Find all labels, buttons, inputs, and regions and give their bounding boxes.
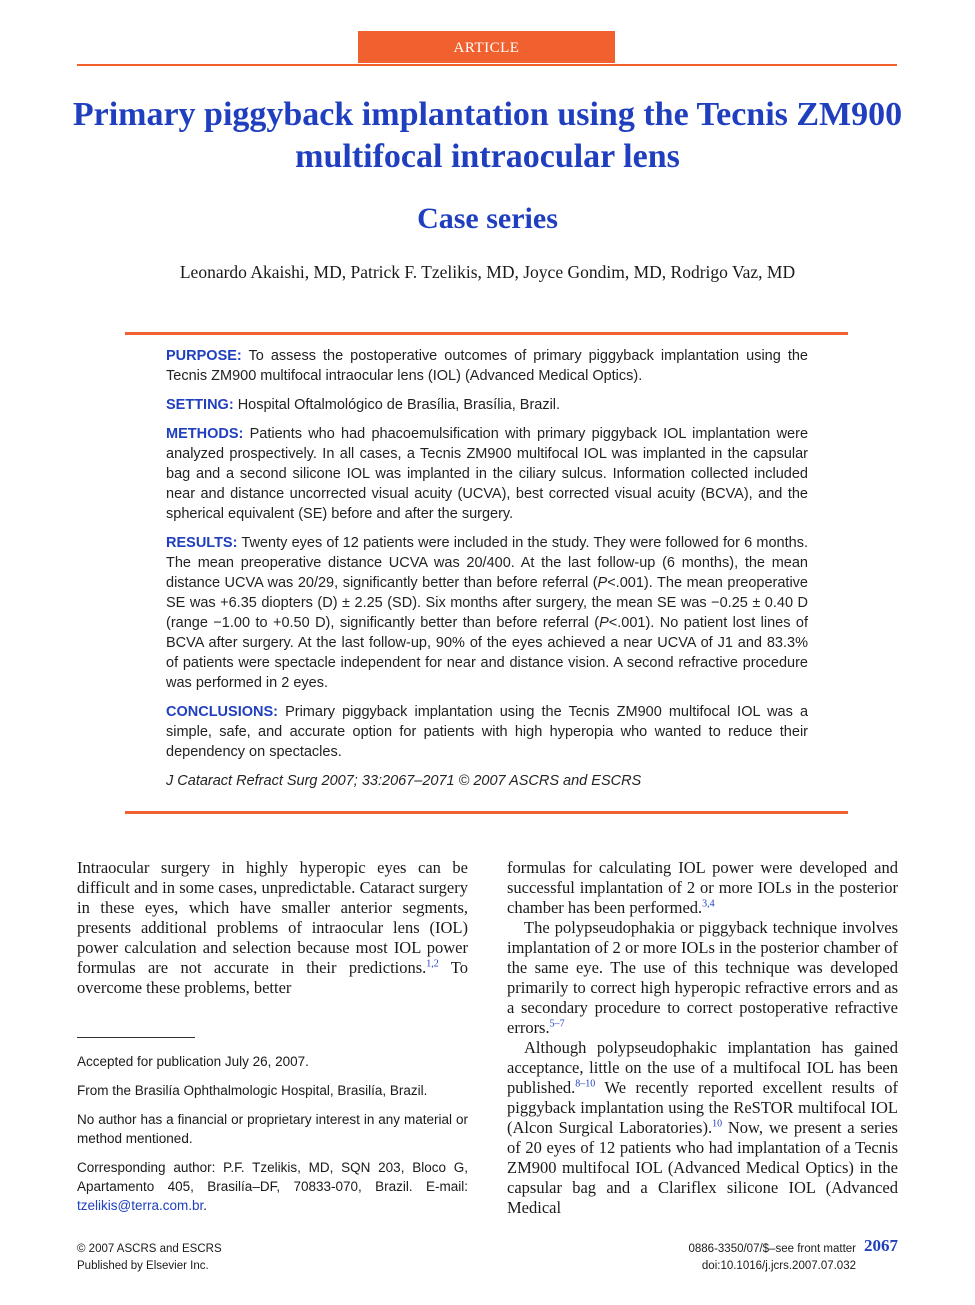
reference-link[interactable]: 3,4 — [702, 898, 715, 910]
footnote-rule — [77, 1037, 195, 1038]
section-tab: ARTICLE — [358, 31, 615, 63]
page-number: 2067 — [864, 1236, 898, 1255]
footnote-interest: No author has a financial or proprietary interest in any material or method mentioned. — [77, 1112, 468, 1146]
abstract-bottom-rule — [125, 811, 848, 814]
setting-label: SETTING: — [166, 397, 234, 413]
conclusions-label: CONCLUSIONS: — [166, 704, 278, 720]
purpose-label: PURPOSE: — [166, 348, 242, 364]
issn: 0886-3350/07/$–see front matter — [688, 1243, 856, 1255]
results-text-2: <.001). The mean preoperative SE was +6.35 diopters (D) ± 2.25 (SD). Six months after surgery, the mean SE was −0.25 ± 0.40 D (range −1.00 to +0.50 D), significantly better than before referral ( — [166, 575, 808, 631]
email-link[interactable]: tzelikis@terra.com.br — [77, 1198, 204, 1213]
footnote-accepted: Accepted for publication July 26, 2007. — [77, 1054, 309, 1069]
doi-link[interactable]: doi:10.1016/j.jcrs.2007.07.032 — [701, 1260, 856, 1272]
body-paragraph — [77, 858, 468, 998]
reference-link[interactable]: 8–10 — [575, 1078, 596, 1090]
conclusions-text: Primary piggyback implantation using the Tecnis ZM900 multifocal IOL was a simple, safe, and accurate option for patients with high hyperopia who wanted to reduce their dependency on spectacles. — [166, 704, 809, 760]
results-p-symbol-2: P — [599, 615, 609, 631]
abstract-conclusions — [166, 702, 808, 762]
abstract-methods — [166, 424, 808, 524]
footer-left — [77, 1241, 222, 1275]
methods-text: Patients who had phacoemulsification with primary piggyback IOL implantation were analyzed prospectively. In all cases, a Tecnis ZM900 multifocal IOL was implanted in the capsular bag and a second silicone IOL was implanted in the ciliary sulcus. Information collected included near and distance uncorrected visual acuity (UCVA), best corrected visual acuity (BCVA), and the spherical equivalent (SE) before and after the surgery. — [166, 426, 809, 522]
body-text: The polypseudophakia or piggyback technique involves implantation of 2 or more IOLs in the posterior chamber of the same eye. The use of this technique was developed primarily to correct high hyperopic refractive errors and as a secondary procedure to correct postoperative refractive errors. — [507, 918, 898, 1037]
footnote-corresponding — [77, 1158, 468, 1215]
reference-link[interactable]: 5–7 — [549, 1018, 565, 1030]
body-text: formulas for calculating IOL power were developed and successful implantation of 2 or more IOLs in the posterior chamber has been performed. — [507, 858, 898, 917]
abstract-purpose — [166, 346, 808, 386]
results-text-3: <.001). No patient lost lines of BCVA after surgery. At the last follow-up, 90% of the eyes achieved a near UCVA of J1 and 83.3% of patients were spectacle independent for near and distance vision. A second refractive procedure was performed in 2 eyes. — [166, 615, 808, 691]
results-label: RESULTS: — [166, 535, 238, 551]
copyright: © 2007 ASCRS and ESCRS — [77, 1243, 222, 1255]
body-text: Now, we present a series of 20 eyes of 12 patients who had implantation of a Tecnis ZM900 multifocal IOL (Advanced Medical Optics) in the capsular bag and a Clariflex silicone IOL (Advanced Medical — [507, 1118, 898, 1217]
body-column-left — [77, 858, 468, 998]
publisher: Published by Elsevier Inc. — [77, 1260, 209, 1272]
results-p-symbol-1: P — [597, 575, 608, 591]
abstract — [166, 346, 808, 800]
header-rule — [77, 64, 897, 66]
corresponding-end: . — [203, 1198, 207, 1213]
corresponding-text: Corresponding author: P.F. Tzelikis, MD, SQN 203, Bloco G, Apartamento 405, Brasilía–DF, 70833-070, Brazil. E-mail: — [77, 1160, 468, 1194]
footnote-affiliation: From the Brasilía Ophthalmologic Hospital, Brasilía, Brazil. — [77, 1083, 428, 1098]
body-text: Although polypseudophakic implantation has gained acceptance, little on the use of a multifocal IOL has been published. — [507, 1038, 898, 1097]
reference-link[interactable]: 1,2 — [426, 958, 439, 970]
body-column-right — [507, 858, 898, 1218]
article-subtitle: Case series — [417, 202, 558, 235]
abstract-setting — [166, 395, 808, 415]
body-paragraph — [507, 1038, 898, 1218]
author-list: Leonardo Akaishi, MD, Patrick F. Tzelikis, MD, Joyce Gondim, MD, Rodrigo Vaz, MD — [179, 262, 796, 282]
reference-link[interactable]: 10 — [712, 1118, 723, 1130]
body-paragraph — [507, 858, 898, 918]
body-text: Intraocular surgery in highly hyperopic eyes can be difficult and in some cases, unpredictable. Cataract surgery in these eyes, which have smaller anterior segments, presents additional problems of intraocular lens (IOL) power calculation and selection because most IOL power formulas are not accurate in their predictions. — [77, 858, 468, 977]
journal-citation: J Cataract Refract Surg 2007; 33:2067–2071 © 2007 ASCRS and ESCRS — [166, 773, 642, 789]
body-paragraph — [507, 918, 898, 1038]
footnotes — [77, 1052, 468, 1225]
body-text: To overcome these problems, better — [77, 958, 468, 997]
methods-label: METHODS: — [166, 426, 244, 442]
abstract-top-rule — [125, 332, 848, 335]
footer-right — [688, 1241, 856, 1275]
article-title: Primary piggyback implantation using the Tecnis ZM900 multifocal intraocular lens — [72, 96, 903, 175]
abstract-results — [166, 533, 808, 693]
purpose-text: To assess the postoperative outcomes of primary piggyback implantation using the Tecnis ZM900 multifocal intraocular lens (IOL) (Advanced Medical Optics). — [166, 348, 808, 384]
results-text-1: Twenty eyes of 12 patients were included in the study. They were followed for 6 months. The mean preoperative distance UCVA was 20/400. At the last follow-up (6 months), the mean distance UCVA was 20/29, significantly better than before referral ( — [166, 535, 808, 591]
body-text: We recently reported excellent results of piggyback implantation using the ReSTOR multifocal IOL (Alcon Surgical Laboratories). — [507, 1078, 898, 1137]
setting-text: Hospital Oftalmológico de Brasília, Brasília, Brazil. — [237, 397, 561, 413]
